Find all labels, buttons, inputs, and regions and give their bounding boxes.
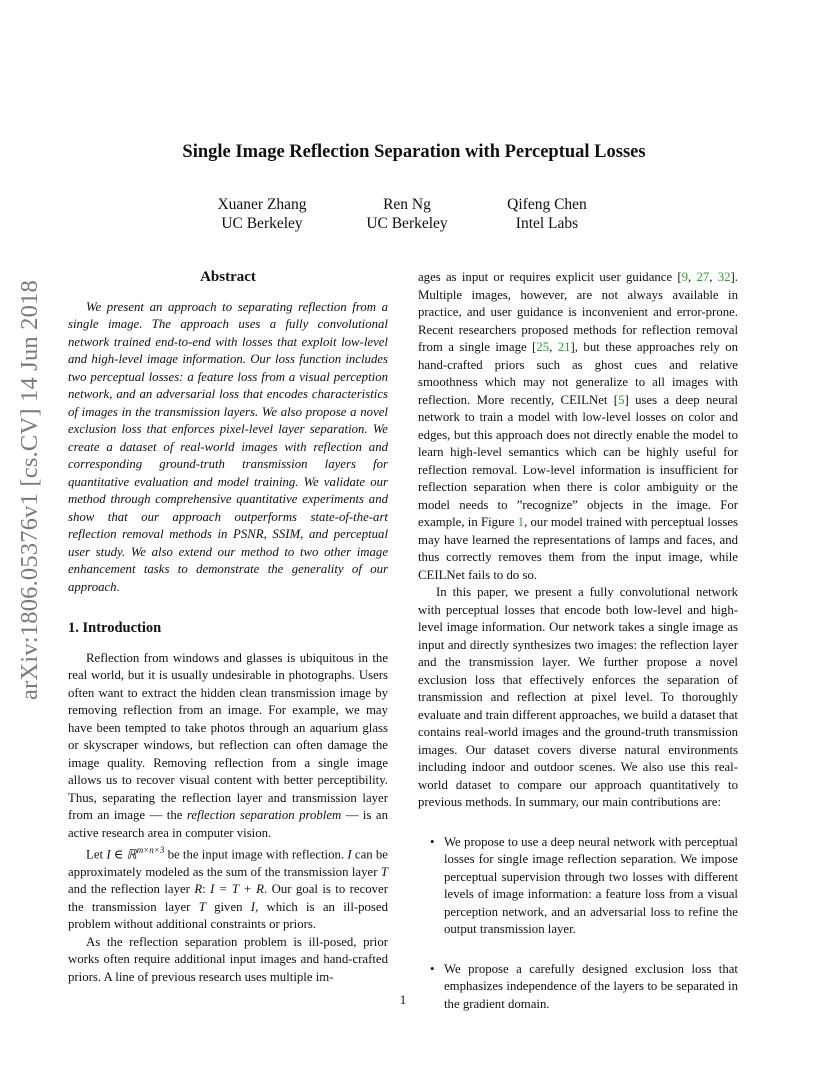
math-equation: I = T + R xyxy=(210,882,264,897)
math-superscript: m×n×3 xyxy=(136,845,165,855)
abstract-section xyxy=(68,269,388,596)
citation-link[interactable]: 21 xyxy=(557,340,571,354)
abstract-heading: Abstract xyxy=(200,269,256,285)
math-expression: I ∈ ℝ xyxy=(106,847,137,862)
paper-title: Single Image Reflection Separation with Perceptual Losses xyxy=(182,142,646,162)
author-name: Ren Ng xyxy=(383,196,431,213)
list-item: • We propose a carefully designed exclusion loss that emphasizes independence of the layers to be separated in the gradient domain. xyxy=(418,961,738,1014)
right-column xyxy=(418,269,738,1035)
page-number: 1 xyxy=(399,992,407,1007)
left-column xyxy=(68,269,388,986)
author-affiliation: UC Berkeley xyxy=(366,215,448,232)
right-paragraph-2: In this paper, we present a fully convolutional network with perceptual losses that encode both low-level and high-level image information. Our network takes a single image as input and directly synthesizes two images: the reflection layer and the transmission layer. We further propose a novel exclusion loss that effectively enforces the separation of transmission and reflection at pixel level. To thoroughly evaluate and train different approaches, we build a dataset that contains real-world images and the ground-truth transmission images. Our dataset covers diverse natural environments including indoor and outdoor scenes. We also use this real-world dataset to compare our approach quantitatively to previous methods. In summary, our main contributions are: xyxy=(418,585,738,809)
citation-link[interactable]: 9 xyxy=(681,270,689,284)
arxiv-sidebar xyxy=(8,280,52,700)
arxiv-identifier: arXiv:1806.05376v1 [cs.CV] 14 Jun 2018 xyxy=(16,280,43,700)
author-block xyxy=(457,195,637,233)
contributions-list xyxy=(418,834,738,1014)
list-item: • We propose to use a deep neural network with perceptual losses for single image reflection separation. We impose perceptual supervision through two losses with different levels of image information: a feature loss from a visual perception network, and an adversarial loss to refine the output transmission layer. xyxy=(418,834,738,939)
abstract-text: We present an approach to separating reflection from a single image. The approach uses a fully convolutional network trained end-to-end with losses that exploit low-level and high-level image information. Our loss function includes two perceptual losses: a feature loss from a visual perception network, and an adversarial loss that encodes characteristics of images in the transmission layers. We also propose a novel exclusion loss that enforces pixel-level layer separation. We create a dataset of real-world images with reflection and corresponding ground-truth transmission layers for quantitative evaluation and model training. We validate our method through comprehensive quantitative experiments and show that our approach outperforms state-of-the-art reflection removal methods in PSNR, SSIM, and perceptual user study. We also extend our method to two other image enhancement tasks to demonstrate the generality of our approach. xyxy=(68,299,388,594)
intro-paragraph-1: Reflection from windows and glasses is ubiquitous in the real world, but it is usually undesirable in photographs. Users often want to extract the hidden clean transmission image by removing reflection from an image. For example, we may have been tempted to take photos through an aquarium glass or skyscraper windows, but reflection can often damage the image quality. Removing reflection from a single image allows us to recover visual content with better perceptibility. Thus, separating the reflection layer and transmission layer from an image — the reflection separation problem — is an active research area in computer vision. xyxy=(68,650,388,840)
figure-reference-link[interactable]: 1 xyxy=(517,515,525,529)
citation-link[interactable]: 5 xyxy=(618,392,625,407)
citation-link[interactable]: 32 xyxy=(717,270,731,284)
emphasis-term: reflection separation problem xyxy=(186,808,342,822)
citation-link[interactable]: 27 xyxy=(696,270,710,284)
section-heading-introduction: 1. Introduction xyxy=(68,620,162,636)
right-paragraph-1: ages as input or requires explicit user guidance [9, 27, 32]. Multiple images, however, are not always available in practice, and user guidance is inconvenient and error-prone. Recent researchers proposed methods for reflection removal from a single image [25, 21], but these approaches rely on hand-crafted priors such as ghost cues and relative smoothness which may not generalize to all images with reflection. More recently, CEILNet [5] uses a deep neural network to train a model with low-level losses on color and edges, but this approach does not directly enable the model to learn high-level semantics which can be highly useful for reflection removal. Low-level information is insufficient for reflection separation when there is color ambiguity or the model needs to ”recognize” objects in the image. For example, in Figure 1, our model trained with perceptual losses may have learned the representations of lamps and faces, and thus correctly removes them from the input image, while CEILNet fails to do so. xyxy=(418,270,738,582)
author-name: Xuaner Zhang xyxy=(217,196,307,213)
intro-paragraph-2: Let I ∈ ℝ$^{m\times n\times 3}$ be the input image with reflection. I can be approximately modeled as the sum of the transmission layer T and the reflection layer R: I = T + R. Our goal is to recover the transmission layer T given I, which is an ill-posed problem without additional constraints or priors. xyxy=(68,845,388,932)
intro-paragraph-3: As the reflection separation problem is ill-posed, prior works often require additional input images and hand-crafted priors. A line of previous research uses multiple im- xyxy=(68,934,388,984)
author-affiliation: Intel Labs xyxy=(515,215,579,232)
citation-link[interactable]: 25 xyxy=(536,340,550,354)
author-affiliation: UC Berkeley xyxy=(221,215,303,232)
author-name: Qifeng Chen xyxy=(507,196,587,213)
